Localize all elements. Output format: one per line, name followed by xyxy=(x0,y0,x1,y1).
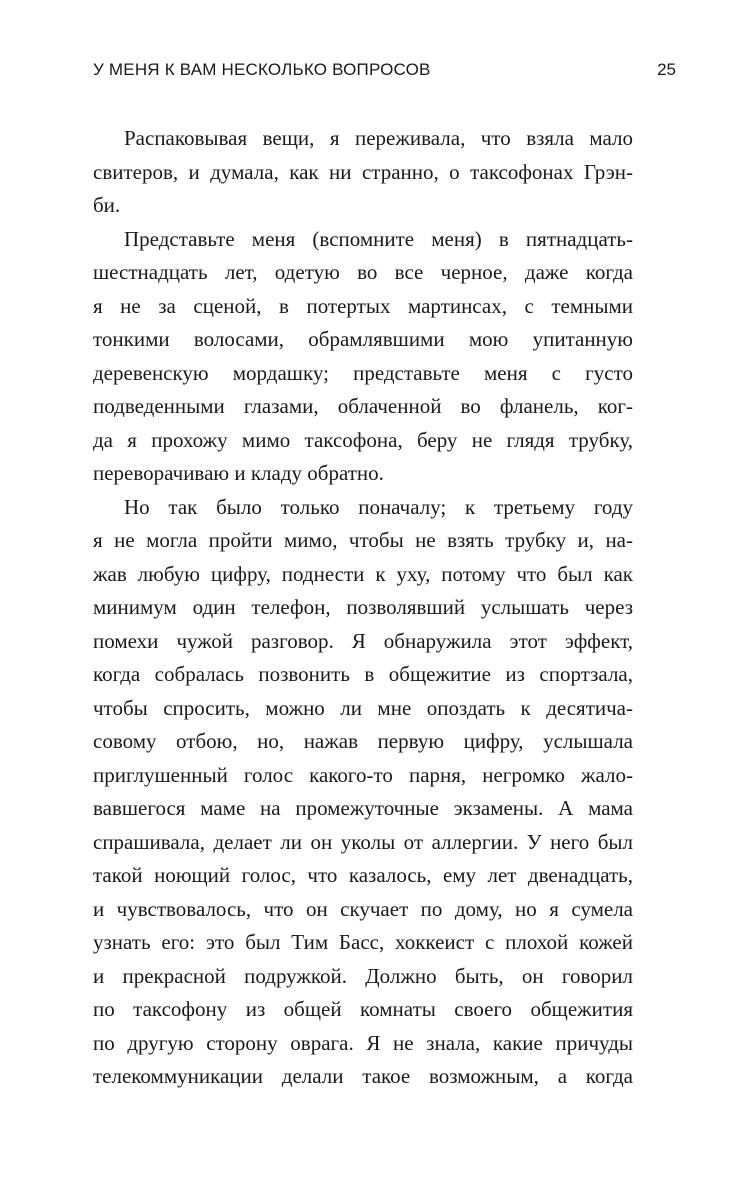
text-line: Но так было только поначалу; к третьему году xyxy=(124,494,633,519)
text-line: чтобы спросить, можно ли мне опоздать к десятича- xyxy=(93,695,633,720)
paragraph-1 xyxy=(93,122,633,223)
text-line: я не могла пройти мимо, чтобы не взять трубку и, на- xyxy=(93,528,633,552)
text-line: подведенными глазами, облаченной во фланель, ког- xyxy=(93,394,633,418)
text-line: тонкими волосами, обрамлявшими мою упитанную xyxy=(93,327,633,351)
text-line: би. xyxy=(93,193,121,217)
text-line: телекоммуникации делали такое возможным, а когда xyxy=(93,1064,633,1088)
text-line: такой ноющий голос, что казалось, ему лет двенадцать, xyxy=(93,863,633,887)
page-number: 25 xyxy=(657,60,676,79)
text-line: совому отбою, но, нажав первую цифру, услышала xyxy=(93,729,633,753)
text-line: жав любую цифру, поднести к уху, потому что был как xyxy=(93,561,633,586)
text-line: деревенскую мордашку; представьте меня с густо xyxy=(93,360,633,385)
text-line: по таксофону из общей комнаты своего общежития xyxy=(93,997,633,1021)
text-line: Представьте меня (вспомните меня) в пятнадцать- xyxy=(124,226,633,251)
running-head: У МЕНЯ К ВАМ НЕСКОЛЬКО ВОПРОСОВ xyxy=(93,60,431,79)
text-line: я не за сценой, в потертых мартинсах, с темными xyxy=(93,293,633,318)
text-line: минимум один телефон, позволявший услышать через xyxy=(93,595,633,619)
text-line: переворачиваю и кладу обратно. xyxy=(93,461,384,485)
text-line: по другую сторону оврага. Я не знала, какие причуды xyxy=(93,1030,633,1055)
body-text xyxy=(93,122,633,1094)
text-line: свитеров, и думала, как ни странно, о таксофонах Грэн- xyxy=(93,159,633,184)
text-line: спрашивала, делает ли он уколы от аллергии. У него был xyxy=(93,829,633,854)
paragraph-3 xyxy=(93,491,633,1094)
text-line: шестнадцать лет, одетую во все черное, даже когда xyxy=(93,260,633,284)
paragraph-2 xyxy=(93,223,633,491)
text-line: Распаковывая вещи, я переживала, что взяла мало xyxy=(124,126,633,150)
text-line: да я прохожу мимо таксофона, беру не глядя трубку, xyxy=(93,427,633,452)
text-line: узнать его: это был Тим Басс, хоккеист с плохой кожей xyxy=(93,930,633,954)
text-line: когда собралась позвонить в общежитие из спортзала, xyxy=(93,662,633,686)
text-line: и прекрасной подружкой. Должно быть, он говорил xyxy=(93,963,633,988)
text-line: и чувствовалось, что он скучает по дому, но я сумела xyxy=(93,896,633,921)
text-line: вавшегося маме на промежуточные экзамены. А мама xyxy=(93,796,633,820)
text-line: помехи чужой разговор. Я обнаружила этот эффект, xyxy=(93,628,633,653)
text-line: приглушенный голос какого-то парня, негромко жало- xyxy=(93,762,633,787)
